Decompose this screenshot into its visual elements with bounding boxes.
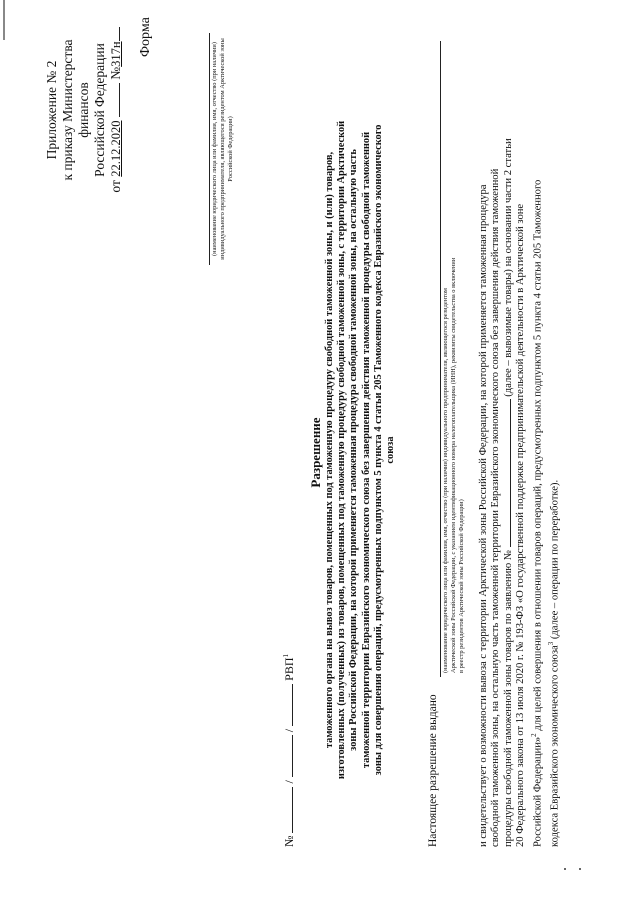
order-date-line: от 22.12.2020 №317н (108, 15, 124, 205)
scan-dot (579, 868, 581, 870)
permit-number-line: № / / РВП$^1$ (282, 654, 296, 847)
issued-line (440, 41, 441, 677)
left-margin-mark (3, 0, 5, 40)
body-line: свободной таможенной зоны, на остальную часть таможенной территории Евразийского экономического союза без завершения действия таможенной (490, 168, 502, 847)
applicant-line (209, 33, 210, 265)
issued-label: Настоящее разрешение выдано (427, 694, 439, 847)
document-title: Разрешение (308, 417, 323, 488)
number-sign: № (282, 835, 296, 847)
appendix-header (44, 15, 124, 205)
appendix-title: Приложение № 2 (44, 60, 59, 160)
body-paragraph (478, 21, 562, 847)
subtitle-line: зоны для совершения операций, предусмотренных подпунктом 5 пункта 4 статьи 205 Таможенного кодекса Евразийского экономического (372, 124, 384, 776)
subtitle-line: зоны Российской Федерации, на которой применяется таможенная процедура свободной таможенной зоны, на остальную часть (348, 149, 360, 751)
scan-dot (564, 868, 566, 870)
form-label: Форма (138, 17, 153, 57)
body-line: 20 Федерального закона от 13 июля 2020 г. № 193-ФЗ «О государственной поддержке предпринимательской деятельности в Арктической зоне (515, 203, 527, 847)
subtitle-block (324, 25, 397, 875)
subtitle-line: изготовленных (полученных) из товаров, помещенных под таможенную процедуру свободной таможенной зоны, с территории Арктической (336, 120, 348, 780)
order-date: 22.12.2020 (109, 120, 123, 177)
body-line: процедуры свободной таможенной зоны товаров по заявлению № (далее – вывозимые товары) на основании части 2 статьи (502, 138, 514, 847)
subtitle-line: таможенной территории Евразийского экономического союза без завершения действия таможенной процедуры свободной таможенной (360, 131, 372, 769)
body-line: кодекса Евразийского экономического союза$^3$ (далее – операции по переработке). (546, 479, 561, 847)
order-number: 317н (109, 41, 123, 67)
subtitle-line: таможенного органа на вывоз товаров, помещенных под таможенную процедуру свободной таможенной зоны, и (или) товаров, (324, 151, 335, 749)
issued-caption: (наименование юридического лица или фамилия, имя, отчество (при наличии) индивидуального предпринимателя, являющегося резидентом Арктической зоны Российской Федерации, с указанием идентификационного номера налогоплательщика (ИНН), реквизиты свидетельства о включении в реестр резидентов Арктической зоны Российской Федерации) (442, 257, 465, 673)
subtitle-line: союза (385, 436, 397, 464)
country-line: Российской Федерации (92, 43, 107, 177)
applicant-caption: (наименование юридического лица или фамилия, имя, отчество (при наличии) индивидуального предпринимателя, являющегося резидентом Арктической зоны Российской Федерации) (211, 38, 234, 260)
body-line: Российской Федерации»$^2$ для целей совершения в отношении товаров операций, предусмотренных подпунктом 5 пункта 4 статьи 205 Таможенного (529, 179, 544, 847)
order-line: к приказу Министерства финансов (60, 39, 91, 181)
rvp-code: РВП (282, 657, 296, 681)
body-line: и свидетельствует о возможности вывоза с территории Арктической зоны Российской Федерации, на которой применяется таможенная процедура (478, 184, 489, 847)
